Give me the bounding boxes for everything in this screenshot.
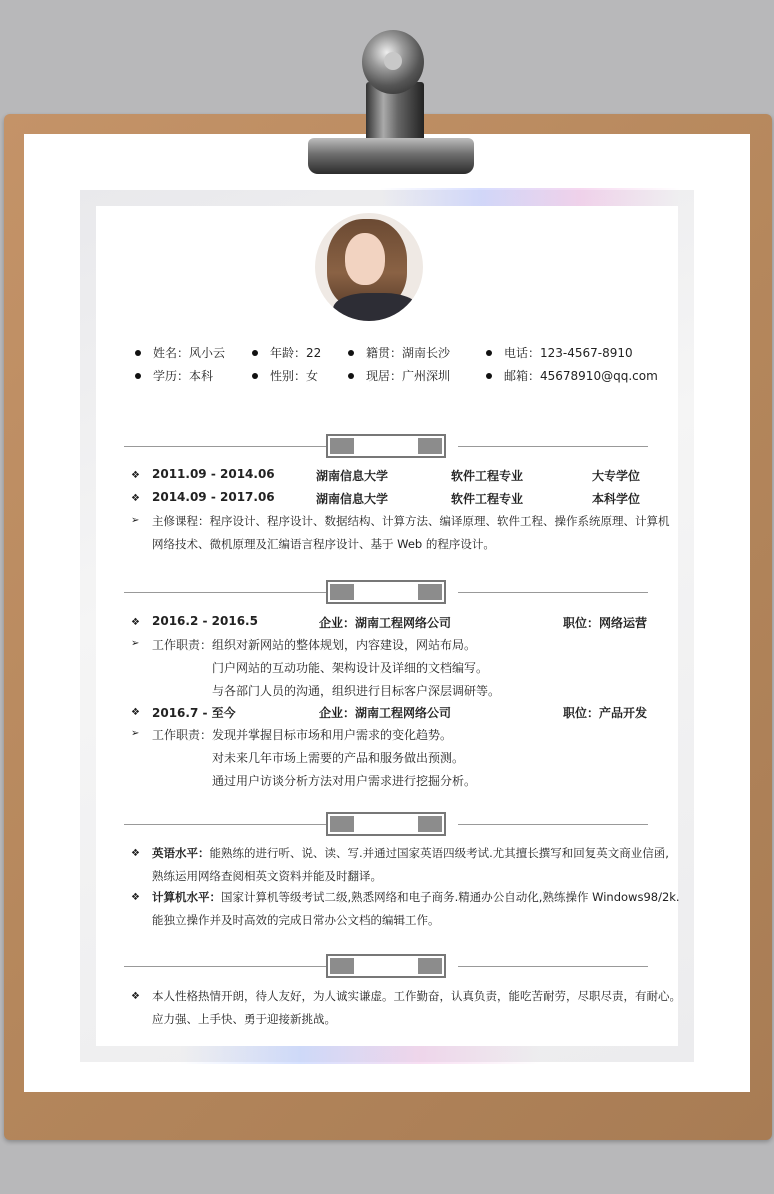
section-header-work bbox=[326, 580, 446, 604]
job-position: 职位：产品开发 bbox=[563, 706, 648, 720]
dot-icon bbox=[486, 373, 492, 379]
dot-icon bbox=[252, 373, 258, 379]
dot-icon bbox=[135, 350, 141, 356]
section-divider bbox=[124, 446, 326, 447]
diamond-icon: ❖ bbox=[131, 707, 140, 718]
binder-clip-icon bbox=[306, 26, 476, 176]
job-period: 2016.7 - 至今 bbox=[152, 706, 236, 720]
edu-degree: 本科学位 bbox=[592, 492, 641, 506]
edu-school: 湖南信息大学 bbox=[316, 469, 389, 483]
duty-item: 门户网站的互动功能、架构设计及详细的文档编写。 bbox=[212, 661, 489, 675]
section-header-self-eval bbox=[326, 954, 446, 978]
self-eval-text-cont: 应力强、上手快、勇于迎接新挑战。 bbox=[152, 1012, 336, 1026]
section-divider bbox=[458, 824, 648, 825]
dot-icon bbox=[348, 350, 354, 356]
section-divider bbox=[124, 966, 326, 967]
job-company: 企业：湖南工程网络公司 bbox=[319, 706, 452, 720]
duty-item: 发现并掌握目标市场和用户需求的变化趋势。 bbox=[212, 728, 453, 742]
skill-computer: 计算机水平：国家计算机等级考试二级,熟悉网络和电子商务.精通办公自动化,熟练操作 Windows98/2k. bbox=[152, 890, 680, 904]
job-company: 企业：湖南工程网络公司 bbox=[319, 616, 452, 630]
section-divider bbox=[458, 966, 648, 967]
edu-period: 2014.09 - 2017.06 bbox=[152, 490, 275, 504]
duty-item: 通过用户访谈分析方法对用户需求进行挖掘分析。 bbox=[212, 774, 477, 788]
job-period: 2016.2 - 2016.5 bbox=[152, 614, 258, 628]
diamond-icon: ❖ bbox=[131, 493, 140, 504]
info-email: 邮箱：45678910@qq.com bbox=[486, 367, 658, 384]
diamond-icon: ❖ bbox=[131, 848, 140, 859]
edu-major: 软件工程专业 bbox=[451, 469, 524, 483]
dot-icon bbox=[135, 373, 141, 379]
info-gender: 性别：女 bbox=[252, 367, 318, 384]
info-age: 年龄：22 bbox=[252, 344, 321, 361]
info-phone: 电话：123-4567-8910 bbox=[486, 344, 633, 361]
arrow-icon: ➢ bbox=[131, 515, 140, 526]
section-divider bbox=[458, 592, 648, 593]
diamond-icon: ❖ bbox=[131, 470, 140, 481]
section-header-education bbox=[326, 434, 446, 458]
edu-courses-cont: 网络技术、微机原理及汇编语言程序设计、基于 Web 的程序设计。 bbox=[152, 537, 495, 551]
dot-icon bbox=[486, 350, 492, 356]
section-header-skills bbox=[326, 812, 446, 836]
section-divider bbox=[124, 592, 326, 593]
arrow-icon: ➢ bbox=[131, 638, 140, 649]
info-native: 籍贯：湖南长沙 bbox=[348, 344, 450, 361]
edu-major: 软件工程专业 bbox=[451, 492, 524, 506]
skill-english-cont: 熟练运用网络查阅相英文资料并能及时翻译。 bbox=[152, 869, 382, 883]
job-position: 职位：网络运营 bbox=[563, 616, 648, 630]
edu-school: 湖南信息大学 bbox=[316, 492, 389, 506]
info-education: 学历：本科 bbox=[135, 367, 213, 384]
duty-item: 对未来几年市场上需要的产品和服务做出预测。 bbox=[212, 751, 465, 765]
duty-item: 组织对新网站的整体规划，内容建设，网站布局。 bbox=[212, 638, 477, 652]
info-residence: 现居：广州深圳 bbox=[348, 367, 450, 384]
info-name: 姓名：风小云 bbox=[135, 344, 225, 361]
diamond-icon: ❖ bbox=[131, 892, 140, 903]
dot-icon bbox=[252, 350, 258, 356]
dot-icon bbox=[348, 373, 354, 379]
diamond-icon: ❖ bbox=[131, 991, 140, 1002]
skill-computer-cont: 能独立操作并及时高效的完成日常办公文档的编辑工作。 bbox=[152, 913, 440, 927]
section-divider bbox=[124, 824, 326, 825]
edu-period: 2011.09 - 2014.06 bbox=[152, 467, 275, 481]
edu-courses: 主修课程：程序设计、程序设计、数据结构、计算方法、编译原理、软件工程、操作系统原理、计算机 bbox=[152, 514, 670, 528]
section-divider bbox=[458, 446, 648, 447]
avatar bbox=[315, 213, 423, 321]
skill-english: 英语水平：能熟练的进行听、说、读、写.并通过国家英语四级考试.尤其擅长撰写和回复英文商业信函, bbox=[152, 846, 669, 860]
arrow-icon: ➢ bbox=[131, 728, 140, 739]
duty-item: 与各部门人员的沟通，组织进行目标客户深层调研等。 bbox=[212, 684, 501, 698]
duty-label: 工作职责： bbox=[152, 638, 213, 652]
duty-label: 工作职责： bbox=[152, 728, 213, 742]
edu-degree: 大专学位 bbox=[592, 469, 641, 483]
self-eval-text: 本人性格热情开朗，待人友好，为人诚实谦虚。工作勤奋，认真负责，能吃苦耐劳，尽职尽责，有耐心。 bbox=[152, 989, 681, 1003]
diamond-icon: ❖ bbox=[131, 617, 140, 628]
